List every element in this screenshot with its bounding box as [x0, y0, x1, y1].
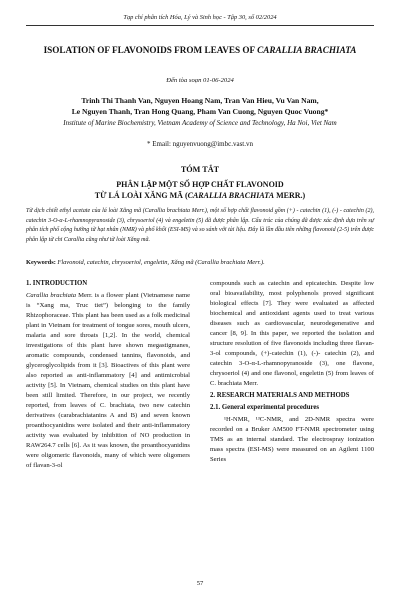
authors-line-1: Trinh Thi Thanh Van, Nguyen Hoang Nam, Tran Van Hieu, Vu Van Nam, [81, 96, 319, 105]
affiliation: Institute of Marine Biochemistry, Vietnam Academy of Science and Technology, Ha Noi, Viet Nam [63, 119, 337, 127]
vn-title-prefix: TỪ LÁ LOÀI XĂNG MÃ ( [94, 190, 188, 200]
author-list [26, 96, 374, 117]
received-date: Đến tòa soạn 01-06-2024 [166, 77, 234, 84]
vietnamese-abstract: Từ dịch chiết ethyl acetate của lá loài Xăng mã (Carallia brachiata Merr.), một số hợp chất flavonoid gồm (+) - catechin (1), (-) - catechin (2), catechin 3-O-α-L-rhamnopyranoside (3), chrysoeriol (4) và engeletin (5) đã được phân lập. Cấu trúc của chúng đã được xác định dựa trên sự phân tích phổ cộng hưởng từ hạt nhân (NMR) và phổ khối (ESI-MS) và so sánh với tài liệu. Đây là lần đầu tiên những flavonoid (2-5) trên được phân lập từ chi Carallia cũng như từ loài Xăng mã. [26, 208, 374, 243]
keywords [26, 259, 374, 266]
journal-header: Tạp chí phân tích Hóa, Lý và Sinh học - Tập 30, số 02/2024 [123, 14, 277, 21]
vn-title-suffix: MERR.) [274, 190, 306, 200]
vn-title-line-2 [26, 191, 374, 202]
vn-title-line-1: PHÂN LẬP MỘT SỐ HỢP CHẤT FLAVONOID [116, 180, 284, 189]
title-main: ISOLATION OF FLAVONOIDS FROM LEAVES OF [43, 45, 255, 55]
vietnamese-title [26, 180, 374, 201]
keywords-text: Flavonoid, catechin, chrysoeriol, engeletin, Xăng mã (Carallia brachiata Merr.). [55, 259, 265, 266]
authors-line-2: Le Nguyen Thanh, Tran Hong Quang, Pham Van Cuong, Nguyen Quoc Vuong* [71, 106, 329, 116]
keywords-label: Keywords: [26, 259, 56, 266]
left-column [26, 279, 190, 473]
introduction-paragraph [26, 291, 190, 471]
title-species: CARALLIA BRACHIATA [257, 45, 357, 55]
header-rule [26, 25, 374, 26]
species-name: Carallia brachiata [26, 292, 77, 299]
section-1-heading: 1. INTRODUCTION [26, 280, 88, 287]
introduction-text: Merr. is a flower plant (Vietnamese name is “Xang ma, Truc tiet”) belonging to the family Rhizophoraceae. This plant has been used as a folk medicinal plant in Vietnam for treatment of tongue sores, mouth ulcers, malaria and sore throats [1,2]. In the world, chemical investigations of this plant have shown megastigmanes, aromatic compounds, condensed tannins, flavonoids, and glyceroglycolipids from it [3]. Bioactives of this plant were also reported as anti-inflammatory [4] and antimicrobial activity [5]. In Vietnam, chemical studies on this plant have been still limited. Therefore, in our project, we recently reported, from leaves of C. brachiata, two new catechin derivatives (carabrachiatanins A and B) and seven known proanthocyanidins were isolated and their anti-inflammatory activity was evaluated by inhibition of NO production in RAW264.7 cells [6]. As it was known, the proanthocyanidins were oligomeric flavonoids, many of which were oligomers of flavan-3-ol [26, 292, 190, 469]
abstract-heading: TÓM TẮT [180, 165, 220, 174]
corresponding-email: * Email: nguyenvuong@imbc.vast.vn [147, 140, 253, 148]
introduction-continued: compounds such as catechin and epicatechin. Despite low oral bioavailability, most polyphenols proved significant biological effects [7]. They were evaluated as affected biochemical and antioxidant agents used to treat various diseases such as cardiovascular, neurodegenerative and cancer [8, 9]. In this paper, we reported the isolation and structure resolution of five flavonoids including three flavan-3-ol compounds, (+)-catechin (1), (-)- catechin (2), and catechin 3-O-α-L-rhamnopyranoside (3), one flavone, chrysoeriol (4) and one flavonol, engeletin (5) from leaves of C. brachiata Merr. [210, 280, 374, 387]
methods-paragraph: ¹H-NMR, ¹³C-NMR, and 2D-NMR spectra were recorded on a Bruker AM500 FT-NMR spectrometer using TMS as an internal standard. The electrospray ionization mass spectra (ESI-MS) were measured on an Agilent 1100 Series [210, 416, 374, 463]
right-column [210, 279, 374, 467]
section-2-heading: 2. RESEARCH MATERIALS AND METHODS [210, 392, 350, 399]
page-number: 57 [196, 580, 204, 587]
section-2-1-heading: 2.1. General experimental procedures [210, 404, 320, 411]
vn-title-species: CARALLIA BRACHIATA [187, 190, 275, 200]
paper-title [30, 44, 370, 57]
